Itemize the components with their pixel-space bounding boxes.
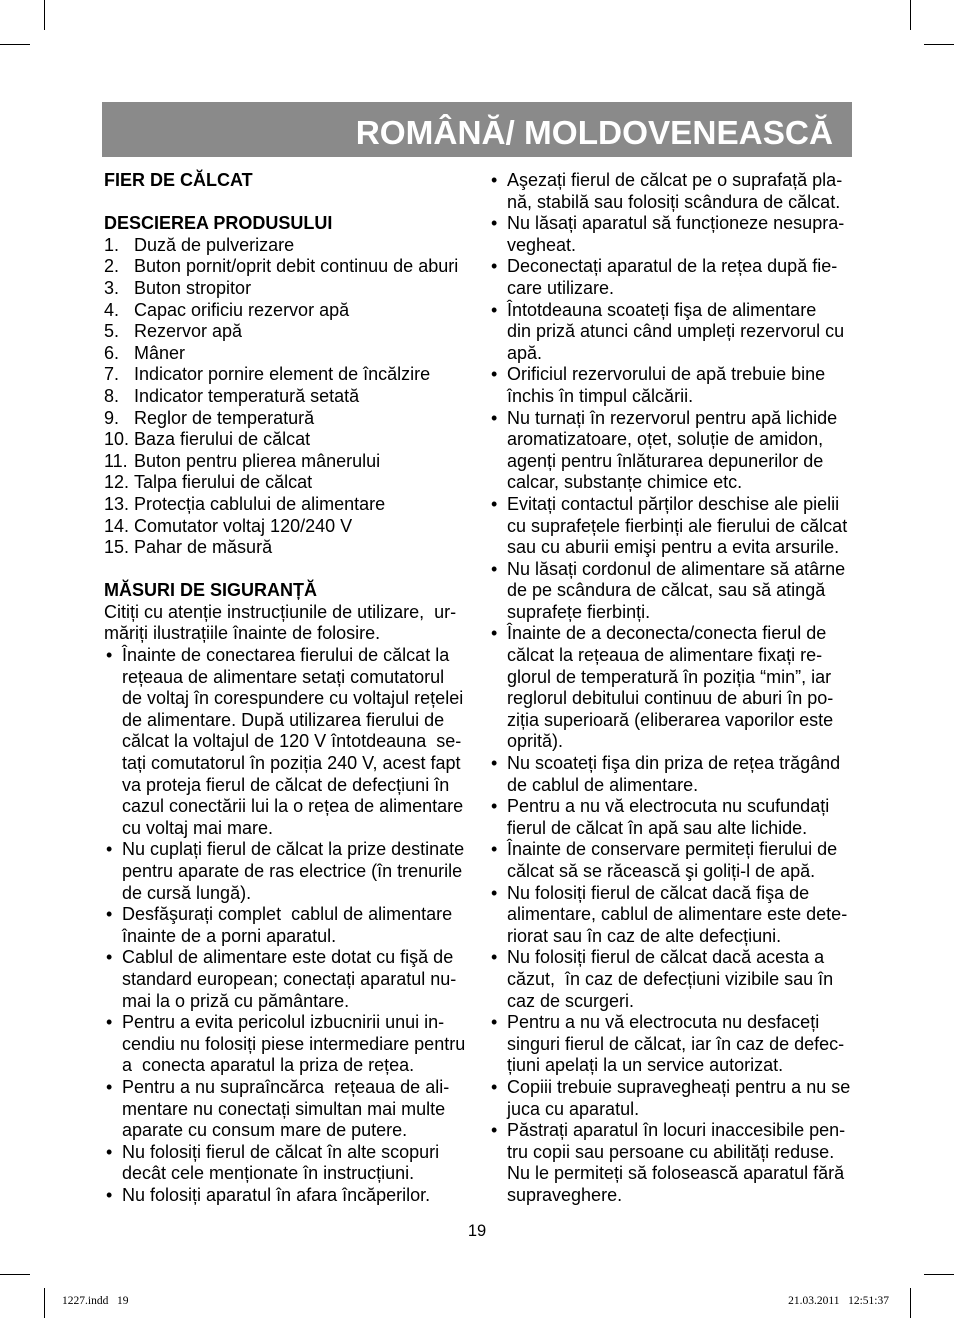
part-number: 3. <box>104 277 120 298</box>
bullet-line: glorul de temperatură în poziția “min”, iar <box>507 666 832 687</box>
crop-mark-top-right-vertical <box>910 0 911 30</box>
bullet-line: Nu lăsați aparatul să funcționeze nesupra- <box>507 213 845 234</box>
bullet-line: suprafețe fierbinți. <box>507 601 651 622</box>
bullet-item <box>489 364 861 407</box>
bullet-glyph: • <box>491 213 498 234</box>
footer-file-label: 1227.indd 19 <box>62 1295 129 1307</box>
bullet-line: Cablul de alimentare este dotat cu fişă de <box>122 947 454 968</box>
bullet-line: tru copii sau persoane cu abilități reduse. <box>507 1141 835 1162</box>
bullet-line: cazul conectării lui la o rețea de alimentare <box>122 796 464 817</box>
part-label: Mâner <box>134 342 186 363</box>
part-label: Buton pornit/oprit debit continuu de aburi <box>134 256 459 277</box>
bullet-line: Desfăşurați complet cablul de alimentare <box>122 904 453 925</box>
crop-mark-top-left-vertical <box>44 0 45 30</box>
bullet-glyph: • <box>491 170 498 190</box>
bullet-text <box>507 753 861 796</box>
bullet-text <box>507 839 861 882</box>
bullet-line: reglorul debitului continuu de aburi în po- <box>507 688 834 709</box>
product-title: FIER DE CĂLCAT <box>104 170 253 190</box>
bullet-line: mentare nu conectați simultan mai multe <box>122 1098 446 1119</box>
part-item <box>104 451 476 473</box>
part-number: 5. <box>104 321 120 342</box>
bullet-item <box>489 883 861 948</box>
bullet-line: Pentru a evita pericolul izbucnirii unui in- <box>122 1012 445 1033</box>
bullet-glyph: • <box>491 623 498 644</box>
bullet-line: Nu folosiți fierul de călcat dacă acesta a <box>507 947 825 968</box>
bullet-glyph: • <box>491 256 498 277</box>
part-label: Reglor de temperatură <box>134 407 315 428</box>
bullet-line: riorat sau în caz de alte defecțiuni. <box>507 925 782 946</box>
bullet-item <box>489 1012 861 1077</box>
part-number: 13. <box>104 493 130 514</box>
bullet-text <box>122 645 476 839</box>
bullet-line: Înainte de a deconecta/conecta fierul de <box>507 623 827 644</box>
bullet-line: va proteja fierul de călcat de defecțiuni în <box>122 774 450 795</box>
bullet-line: aparate cu consum mare de putere. <box>122 1120 408 1141</box>
part-item <box>104 516 476 538</box>
bullet-line: Nu folosiți aparatul în afara încăperilor. <box>122 1184 431 1205</box>
part-item <box>104 278 476 300</box>
bullet-line: Copiii trebuie supravegheați pentru a nu se <box>507 1076 851 1097</box>
bullet-line: cu voltaj mai mare. <box>122 817 274 838</box>
bullet-line: cendiu nu folosiți piese intermediare pentru <box>122 1033 466 1054</box>
bullet-text <box>507 947 861 1012</box>
safety-intro <box>104 602 476 645</box>
parts-list <box>104 235 476 559</box>
bullet-text <box>122 1142 476 1185</box>
bullet-line: singuri fierul de călcat, iar în caz de defec- <box>507 1033 845 1054</box>
part-item <box>104 300 476 322</box>
part-label: Buton stropitor <box>134 277 252 298</box>
bullet-text <box>507 213 861 256</box>
bullet-line: a conecta aparatul la priza de rețea. <box>122 1055 415 1076</box>
bullet-item <box>489 1077 861 1120</box>
bullet-text <box>507 256 861 299</box>
crop-mark-bottom-right-vertical <box>910 1288 911 1318</box>
bullet-item <box>104 1142 476 1185</box>
bullet-item <box>489 300 861 365</box>
bullet-line: Pentru a nu supraîncărca rețeaua de ali- <box>122 1076 450 1097</box>
bullet-line: Nu le permiteți să folosească aparatul fără <box>507 1163 845 1184</box>
bullet-item <box>104 839 476 904</box>
bullet-glyph: • <box>106 947 113 968</box>
part-label: Capac orificiu rezervor apă <box>134 299 350 320</box>
safety-intro-line: măriți ilustrațiile înainte de folosire. <box>104 623 381 644</box>
bullet-line: Înainte de conectarea fierului de călcat la <box>122 645 450 666</box>
bullet-glyph: • <box>106 1076 113 1097</box>
bullet-line: pentru aparate de ras electrice (în trenurile <box>122 861 463 881</box>
part-item <box>104 537 476 559</box>
page-number: 19 <box>467 1222 487 1240</box>
bullet-line: Orificiul rezervorului de apă trebuie bine <box>507 364 826 385</box>
part-number: 8. <box>104 385 120 406</box>
bullet-glyph: • <box>491 558 498 579</box>
bullet-glyph: • <box>106 1184 113 1205</box>
bullet-item <box>489 947 861 1012</box>
crop-mark-bottom-left-horizontal <box>0 1274 30 1275</box>
bullet-glyph: • <box>106 904 113 925</box>
bullet-line: alimentare, cablul de alimentare este dete- <box>507 904 848 925</box>
bullet-text <box>507 1012 861 1077</box>
part-number: 9. <box>104 407 120 428</box>
bullet-line: de cablul de alimentare. <box>507 774 699 795</box>
bullet-item <box>489 1120 861 1206</box>
part-item <box>104 429 476 451</box>
language-title: ROMÂNĂ/ MOLDOVENEASCĂ <box>355 115 833 152</box>
bullet-text <box>507 170 861 213</box>
bullet-item <box>489 408 861 494</box>
bullet-line: călcat la rețeaua de alimentare fixați re- <box>507 645 823 666</box>
bullet-line: standard european; conectați aparatul nu- <box>122 968 457 989</box>
bullet-line: agenți pentru înlăturarea depunerilor de <box>507 450 824 471</box>
bullet-line: țiuni apelați la un service autorizat. <box>507 1055 784 1076</box>
bullet-item <box>489 753 861 796</box>
crop-mark-top-right-horizontal <box>924 44 954 45</box>
part-number: 2. <box>104 256 120 277</box>
part-number: 6. <box>104 342 120 363</box>
bullet-line: nă, stabilă sau folosiți scândura de călcat. <box>507 191 841 212</box>
bullet-glyph: • <box>491 364 498 385</box>
bullet-line: mai la o priză cu pământare. <box>122 990 350 1011</box>
bullet-line: caz de scurgeri. <box>507 990 635 1011</box>
bullet-line: tați comutatorul în poziția 240 V, acest fapt <box>122 753 461 774</box>
language-header-bar <box>102 102 852 157</box>
bullet-item <box>489 623 861 753</box>
section-title-description: DESCIEREA PRODUSULUI <box>104 213 333 234</box>
bullet-glyph: • <box>491 1120 498 1141</box>
crop-mark-top-left-horizontal <box>0 44 30 45</box>
bullet-glyph: • <box>491 753 498 774</box>
bullet-line: Pentru a nu vă electrocuta nu desfaceți <box>507 1012 820 1033</box>
bullet-line: de alimentare. După utilizarea fierului de <box>122 709 445 730</box>
section-title-safety: MĂSURI DE SIGURANȚĂ <box>104 580 318 601</box>
part-number: 4. <box>104 299 120 320</box>
part-number: 11. <box>104 450 128 471</box>
bullet-item <box>489 559 861 624</box>
bullet-line: supraveghere. <box>507 1184 623 1205</box>
bullet-glyph: • <box>491 299 498 320</box>
bullet-glyph: • <box>491 1012 498 1033</box>
bullet-text <box>507 364 861 407</box>
bullet-line: închis în timpul călcării. <box>507 385 694 406</box>
part-item <box>104 235 476 257</box>
bullet-line: călcat la voltajul de 120 V întotdeauna se- <box>122 731 462 752</box>
part-item <box>104 364 476 386</box>
bullet-text <box>507 559 861 624</box>
part-item <box>104 256 476 278</box>
crop-mark-bottom-left-vertical <box>44 1288 45 1318</box>
bullet-text <box>507 494 861 559</box>
bullet-line: sau cu aburii emişi pentru a evita arsurile. <box>507 537 840 558</box>
bullet-line: Nu turnați în rezervorul pentru apă lichide <box>507 407 838 428</box>
part-label: Indicator pornire element de încălzire <box>134 364 431 385</box>
bullet-glyph: • <box>491 947 498 968</box>
bullet-text <box>122 1012 476 1077</box>
bullet-glyph: • <box>491 882 498 903</box>
bullet-line: decât cele menționate în instrucțiuni. <box>122 1163 415 1184</box>
bullet-glyph: • <box>106 1012 113 1033</box>
bullet-glyph: • <box>491 839 498 860</box>
bullet-item <box>104 1077 476 1142</box>
part-label: Buton pentru plierea mânerului <box>134 450 381 471</box>
bullet-line: oprită). <box>507 731 564 752</box>
bullet-item <box>104 904 476 947</box>
bullet-line: căzut, în caz de defecțiuni vizibile sau în <box>507 968 834 989</box>
bullet-glyph: • <box>491 1076 498 1097</box>
part-number: 15. <box>104 537 130 558</box>
bullet-line: fierul de călcat în apă sau alte lichide. <box>507 817 808 838</box>
bullet-line: juca cu aparatul. <box>507 1098 640 1119</box>
bullet-item <box>104 645 476 839</box>
bullet-line: înainte de a porni aparatul. <box>122 925 337 946</box>
bullet-text <box>507 623 861 753</box>
bullet-glyph: • <box>491 493 498 514</box>
bullet-line: vegheat. <box>507 234 577 255</box>
bullet-line: Deconectați aparatul de la rețea după fie- <box>507 256 838 277</box>
bullet-line: Pentru a nu vă electrocuta nu scufundați <box>507 796 830 817</box>
part-number: 10. <box>104 429 130 450</box>
bullet-text <box>122 904 476 947</box>
bullet-line: de pe scândura de călcat, sau să atingă <box>507 580 826 601</box>
bullet-line: Nu cuplați fierul de călcat la prize destinate <box>122 839 465 860</box>
bullet-line: Păstrați aparatul în locuri inaccesibile pen- <box>507 1120 846 1141</box>
bullet-item <box>489 170 861 213</box>
bullet-line: din priză atunci când umpleți rezervorul cu <box>507 321 845 342</box>
part-label: Baza fierului de călcat <box>134 429 311 450</box>
part-label: Rezervor apă <box>134 321 243 342</box>
bullet-text <box>507 408 861 494</box>
bullet-item <box>489 256 861 299</box>
part-label: Pahar de măsură <box>134 537 273 558</box>
bullet-item <box>104 1012 476 1077</box>
bullet-line: Întotdeauna scoateți fişa de alimentare <box>507 299 817 320</box>
part-number: 1. <box>104 234 120 255</box>
bullet-text <box>122 839 476 904</box>
bullet-text <box>507 300 861 365</box>
part-item <box>104 321 476 343</box>
part-label: Comutator voltaj 120/240 V <box>134 515 353 536</box>
bullet-line: Aşezați fierul de călcat pe o suprafață pla- <box>507 170 843 190</box>
part-number: 14. <box>104 515 130 536</box>
bullet-line: călcat să se răcească şi goliți-l de apă. <box>507 861 816 881</box>
part-item <box>104 472 476 494</box>
bullet-text <box>122 1185 476 1207</box>
bullet-glyph: • <box>491 407 498 428</box>
bullet-line: Înainte de conservare permiteți fierului de <box>507 839 838 860</box>
bullet-line: Nu folosiți fierul de călcat dacă fişa de <box>507 882 810 903</box>
bullet-line: de cursă lungă). <box>122 882 252 903</box>
bullet-item <box>104 947 476 1012</box>
bullet-line: Nu folosiți fierul de călcat în alte scopuri <box>122 1141 440 1162</box>
bullet-text <box>507 1120 861 1206</box>
bullet-line: rețeaua de alimentare setați comutatorul <box>122 666 445 687</box>
bullet-line: cu suprafețele fierbinți ale fierului de călcat <box>507 515 848 536</box>
left-column <box>104 170 476 1207</box>
part-number: 7. <box>104 364 120 385</box>
bullet-line: Evitați contactul părților deschise ale pielii <box>507 493 840 514</box>
bullet-glyph: • <box>106 839 113 860</box>
safety-intro-line: Citiți cu atenție instrucțiunile de utilizare, ur- <box>104 601 457 622</box>
bullet-glyph: • <box>106 645 113 666</box>
part-label: Talpa fierului de călcat <box>134 472 313 493</box>
footer-timestamp: 21.03.2011 12:51:37 <box>788 1295 889 1307</box>
bullet-line: calcar, substanțe chimice etc. <box>507 472 743 493</box>
bullet-item <box>489 494 861 559</box>
bullet-item <box>104 1185 476 1207</box>
bullet-glyph: • <box>491 796 498 817</box>
part-label: Indicator temperatură setată <box>134 385 360 406</box>
bullet-text <box>507 1077 861 1120</box>
bullet-item <box>489 796 861 839</box>
bullet-line: ziția superioară (eliberarea vaporilor este <box>507 709 834 730</box>
part-item <box>104 343 476 365</box>
bullet-line: care utilizare. <box>507 277 615 298</box>
bullet-text <box>507 883 861 948</box>
part-number: 12. <box>104 472 130 493</box>
part-item <box>104 386 476 408</box>
bullet-text <box>507 796 861 839</box>
bullet-text <box>122 947 476 1012</box>
part-item <box>104 494 476 516</box>
bullet-line: apă. <box>507 342 543 363</box>
bullet-line: de voltaj în corespundere cu voltajul rețelei <box>122 688 464 709</box>
part-label: Protecția cablului de alimentare <box>134 493 386 514</box>
bullet-item <box>489 839 861 882</box>
bullet-text <box>122 1077 476 1142</box>
bullet-line: Nu lăsați cordonul de alimentare să atârne <box>507 558 846 579</box>
bullet-item <box>489 213 861 256</box>
bullet-glyph: • <box>106 1141 113 1162</box>
part-label: Duză de pulverizare <box>134 234 295 255</box>
part-item <box>104 408 476 430</box>
crop-mark-bottom-right-horizontal <box>924 1274 954 1275</box>
bullet-line: Nu scoateți fişa din priza de rețea trăgând <box>507 753 841 774</box>
right-column <box>489 170 861 1207</box>
bullet-line: aromatizatoare, oțet, soluție de amidon, <box>507 429 824 450</box>
